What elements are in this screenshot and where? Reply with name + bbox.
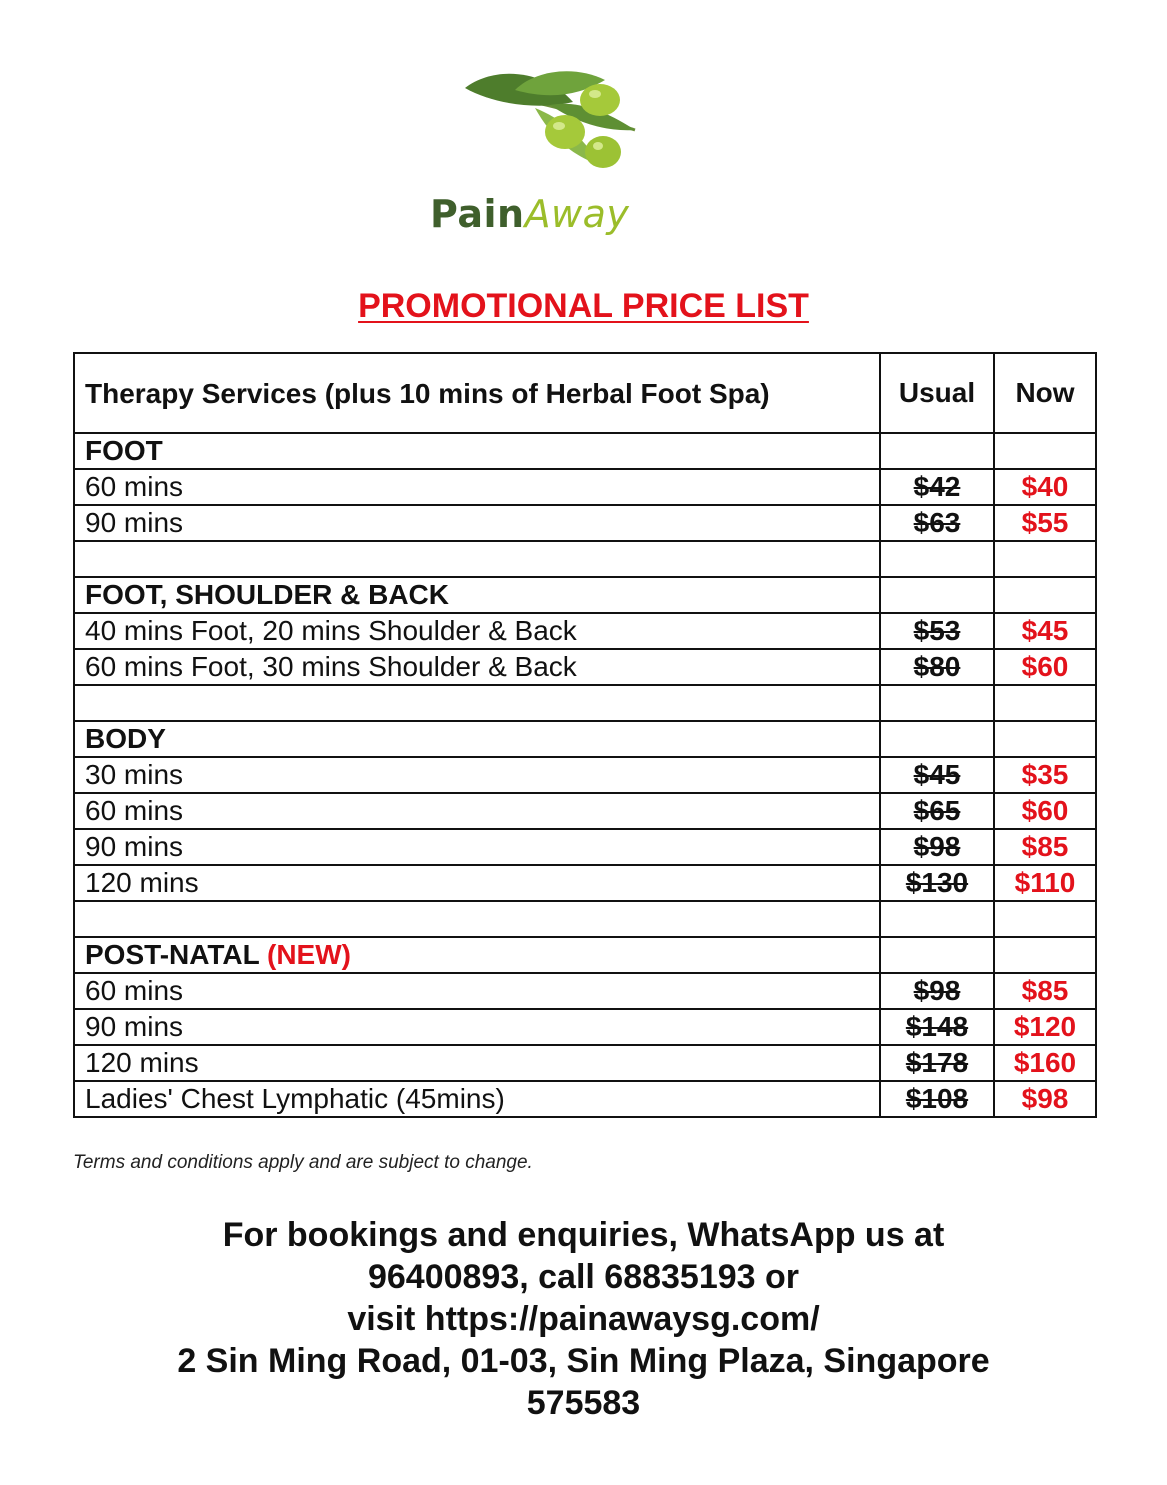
usual-price: $80 [880,649,994,685]
now-price: $60 [994,793,1096,829]
table-row [74,469,1096,505]
table-row [74,649,1096,685]
service-label: 90 mins [74,1009,880,1045]
header-usual: Usual [880,353,994,433]
usual-price: $42 [880,469,994,505]
section-now-empty [994,721,1096,757]
now-price: $110 [994,865,1096,901]
table-header-row [74,353,1096,433]
olive-branch-logo-icon [455,60,655,180]
usual-price: $108 [880,1081,994,1117]
section-title: POST-NATAL [85,939,260,970]
table-row [74,757,1096,793]
page-title: PROMOTIONAL PRICE LIST [358,287,809,325]
price-table [73,352,1097,1118]
service-label: 40 mins Foot, 20 mins Shoulder & Back [74,613,880,649]
table-row [74,613,1096,649]
contact-info [0,1214,1167,1424]
usual-price: $98 [880,829,994,865]
now-price: $35 [994,757,1096,793]
now-price: $55 [994,505,1096,541]
section-header-row [74,577,1096,613]
spacer-cell [880,685,994,721]
brand-name-part2: Away [524,192,630,236]
section-header-row [74,433,1096,469]
table-row [74,505,1096,541]
usual-price: $130 [880,865,994,901]
now-price: $120 [994,1009,1096,1045]
spacer-cell [994,541,1096,577]
table-row [74,865,1096,901]
usual-price: $178 [880,1045,994,1081]
spacer-row [74,541,1096,577]
header-now: Now [994,353,1096,433]
service-label: 60 mins Foot, 30 mins Shoulder & Back [74,649,880,685]
header-service: Therapy Services (plus 10 mins of Herbal Foot Spa) [74,353,880,433]
section-header-row [74,937,1096,973]
section-usual-empty [880,721,994,757]
section-title: FOOT, SHOULDER & BACK [85,579,449,610]
usual-price: $148 [880,1009,994,1045]
now-price: $60 [994,649,1096,685]
now-price: $85 [994,973,1096,1009]
now-price: $98 [994,1081,1096,1117]
brand-name-part1: Pain [430,192,525,236]
table-row [74,793,1096,829]
usual-price: $65 [880,793,994,829]
contact-line-1: For bookings and enquiries, WhatsApp us at [222,1216,945,1254]
terms-note: Terms and conditions apply and are subject to change. [73,1152,533,1173]
usual-price: $98 [880,973,994,1009]
now-price: $45 [994,613,1096,649]
section-now-empty [994,937,1096,973]
spacer-cell [994,685,1096,721]
service-label: 120 mins [74,1045,880,1081]
usual-price: $45 [880,757,994,793]
section-title: FOOT [85,435,163,466]
spacer-cell [74,685,880,721]
service-label: 90 mins [74,505,880,541]
service-label: 120 mins [74,865,880,901]
usual-price: $53 [880,613,994,649]
service-label: 60 mins [74,793,880,829]
spacer-row [74,685,1096,721]
section-title: BODY [85,723,166,754]
section-usual-empty [880,577,994,613]
spacer-cell [74,901,880,937]
section-usual-empty [880,937,994,973]
service-label: 60 mins [74,469,880,505]
spacer-cell [880,541,994,577]
spacer-cell [994,901,1096,937]
now-price: $160 [994,1045,1096,1081]
table-row [74,1081,1096,1117]
section-now-empty [994,433,1096,469]
contact-line-5: 575583 [526,1384,641,1422]
spacer-row [74,901,1096,937]
section-name [74,721,880,757]
section-now-empty [994,577,1096,613]
service-label: Ladies' Chest Lymphatic (45mins) [74,1081,880,1117]
table-row [74,973,1096,1009]
contact-line-4: 2 Sin Ming Road, 01-03, Sin Ming Plaza, Singapore [177,1342,990,1380]
now-price: $40 [994,469,1096,505]
now-price: $85 [994,829,1096,865]
usual-price: $63 [880,505,994,541]
table-row [74,1009,1096,1045]
service-label: 60 mins [74,973,880,1009]
contact-line-3: visit https://painawaysg.com/ [347,1300,820,1338]
table-row [74,829,1096,865]
spacer-cell [880,901,994,937]
table-row [74,1045,1096,1081]
section-name [74,433,880,469]
service-label: 30 mins [74,757,880,793]
new-badge: (NEW) [267,939,351,970]
section-usual-empty [880,433,994,469]
section-name [74,937,880,973]
service-label: 90 mins [74,829,880,865]
section-header-row [74,721,1096,757]
spacer-cell [74,541,880,577]
brand-wordmark [430,192,670,236]
section-name [74,577,880,613]
contact-line-2: 96400893, call 68835193 or [367,1258,800,1296]
